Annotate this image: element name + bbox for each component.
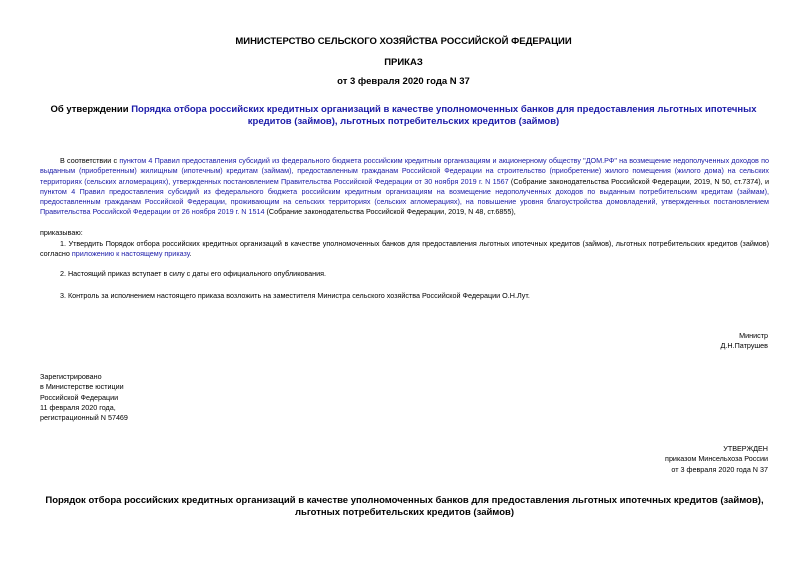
- doc-date-number: от 3 февраля 2020 года N 37: [337, 76, 470, 87]
- order-title-link[interactable]: Порядка отбора российских кредитных организаций в качестве уполномоченных банков для предоставления льготных ипотечных кредитов (займов), льготных потребительских кредитов (займов): [131, 104, 757, 127]
- annex-title: Порядок отбора российских кредитных организаций в качестве уполномоченных банков для предоставления льготных ипотечных кредитов (займов), льготных потребительских кредитов (займов): [45, 495, 764, 518]
- signature-name: Д.Н.Патрушев: [720, 341, 768, 350]
- registration-block: [40, 372, 240, 423]
- registration-line: Российской Федерации: [40, 392, 119, 402]
- registration-line: Зарегистрировано: [40, 372, 102, 381]
- preamble-text-1: В соответствии с: [60, 156, 120, 165]
- approved-block: [560, 444, 768, 475]
- preamble-link-1[interactable]: пунктом 4 Правил предоставления субсидий из федерального бюджета российским кредитным организациям и акционерному обществу "ДОМ.РФ" на возмещение недополученных доходов по выданным (приобретенным) жилищным (ипотечным) кредитам (займам), предоставленным гражданам Российской Федерации на строительство (приобретение) жилого помещения (жилого дома) на сельских территориях (сельских агломерациях), утвержденных постановлением Правительства Российской Федерации от 30 ноября 2019 г. N 1567: [40, 156, 769, 186]
- order-title: [44, 104, 763, 128]
- item-1-annex-link[interactable]: приложению к настоящему приказу: [71, 249, 190, 259]
- item-1: [40, 239, 769, 260]
- signature-position: Министр: [739, 331, 768, 340]
- approved-line: от 3 февраля 2020 года N 37: [671, 464, 768, 474]
- preamble-paragraph: [40, 156, 769, 218]
- registration-line: 11 февраля 2020 года,: [40, 402, 116, 412]
- registration-line: в Министерстве юстиции: [40, 382, 124, 392]
- preamble-text-3: (Собрание законодательства Российской Федерации, 2019, N 48, ст.6855),: [264, 207, 516, 217]
- item-1-text: 1. Утвердить Порядок отбора российских кредитных организаций в качестве уполномоченных банков для предоставления льготных ипотечных кредитов (займов), льготных потребительских кредитов (займов) согласно: [40, 239, 769, 259]
- item-1-end: .: [189, 249, 192, 259]
- preamble-link-2[interactable]: пунктом 4 Правил предоставления субсидий из федерального бюджета российским кредитным организациям на возмещение недополученных доходов по выданным потребительским кредитам (займам), предоставленным гражданам Российской Федерации, проживающим на сельских территориях (сельских агломерациях), на повышение уровня благоустройства домовладений, утвержденных постановлением Правительства Российской Федерации от 26 ноября 2019 г. N 1514: [40, 186, 769, 217]
- ministry-heading: МИНИСТЕРСТВО СЕЛЬСКОГО ХОЗЯЙСТВА РОССИЙСКОЙ ФЕДЕРАЦИИ: [235, 36, 572, 47]
- item-3: 3. Контроль за исполнением настоящего приказа возложить на заместителя Министра сельского хозяйства Российской Федерации О.Н.Лут.: [60, 291, 530, 300]
- item-2: 2. Настоящий приказ вступает в силу с даты его официального опубликования.: [60, 269, 327, 278]
- approved-line: УТВЕРЖДЕН: [723, 444, 768, 453]
- registration-line: регистрационный N 57469: [40, 413, 128, 423]
- preamble-text-2: (Собрание законодательства Российской Федерации, 2019, N 50, ст.7374), и: [508, 176, 769, 186]
- order-word: приказываю:: [40, 228, 83, 237]
- order-title-prefix: Об утверждении: [50, 104, 132, 115]
- approved-line: приказом Минсельхоза России: [665, 454, 768, 464]
- doc-type-heading: ПРИКАЗ: [384, 57, 423, 68]
